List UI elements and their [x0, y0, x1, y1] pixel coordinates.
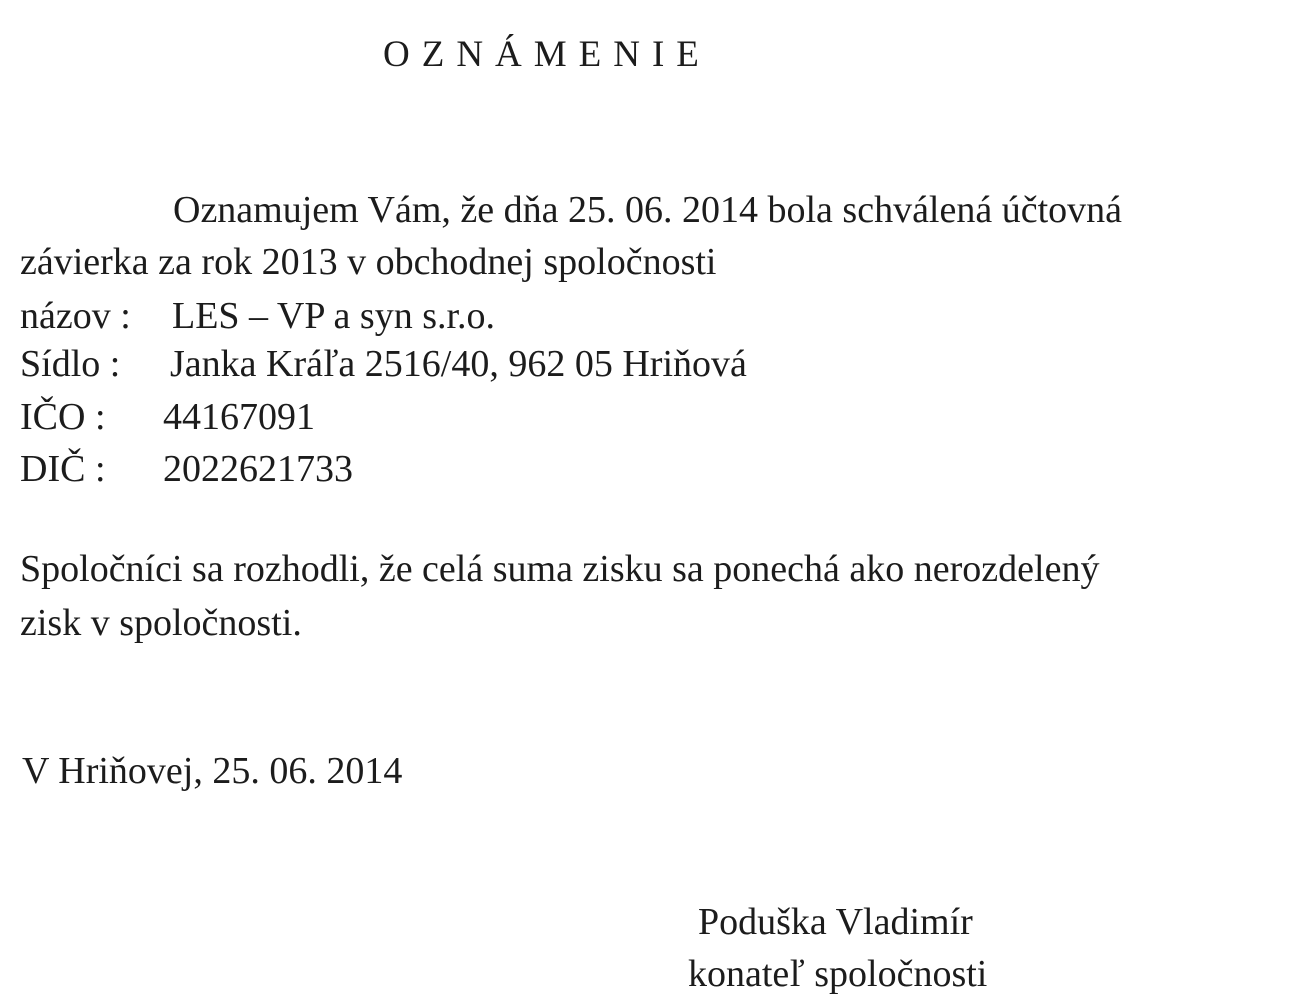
- company-seat-value: Janka Kráľa 2516/40, 962 05 Hriňová: [170, 343, 747, 385]
- company-name-value: LES – VP a syn s.r.o.: [172, 295, 496, 337]
- ico-value: 44167091: [163, 396, 315, 438]
- place-and-date: V Hriňovej, 25. 06. 2014: [22, 750, 403, 792]
- decision-line-1: Spoločníci sa rozhodli, že celá suma zisku sa ponechá ako nerozdelený: [20, 548, 1100, 590]
- document-title: OZNÁMENIE: [383, 34, 711, 75]
- company-name-label: názov :: [20, 295, 131, 337]
- decision-line-2: zisk v spoločnosti.: [20, 602, 302, 644]
- intro-line-2: závierka za rok 2013 v obchodnej spoločnosti: [20, 241, 717, 283]
- signatory-name: Poduška Vladimír: [698, 901, 973, 943]
- ico-label: IČO :: [20, 396, 106, 438]
- signatory-role: konateľ spoločnosti: [688, 953, 988, 995]
- dic-label: DIČ :: [20, 448, 106, 490]
- intro-line-1: Oznamujem Vám, že dňa 25. 06. 2014 bola schválená účtovná: [173, 189, 1123, 231]
- dic-value: 2022621733: [163, 448, 353, 490]
- company-seat-label: Sídlo :: [20, 343, 121, 385]
